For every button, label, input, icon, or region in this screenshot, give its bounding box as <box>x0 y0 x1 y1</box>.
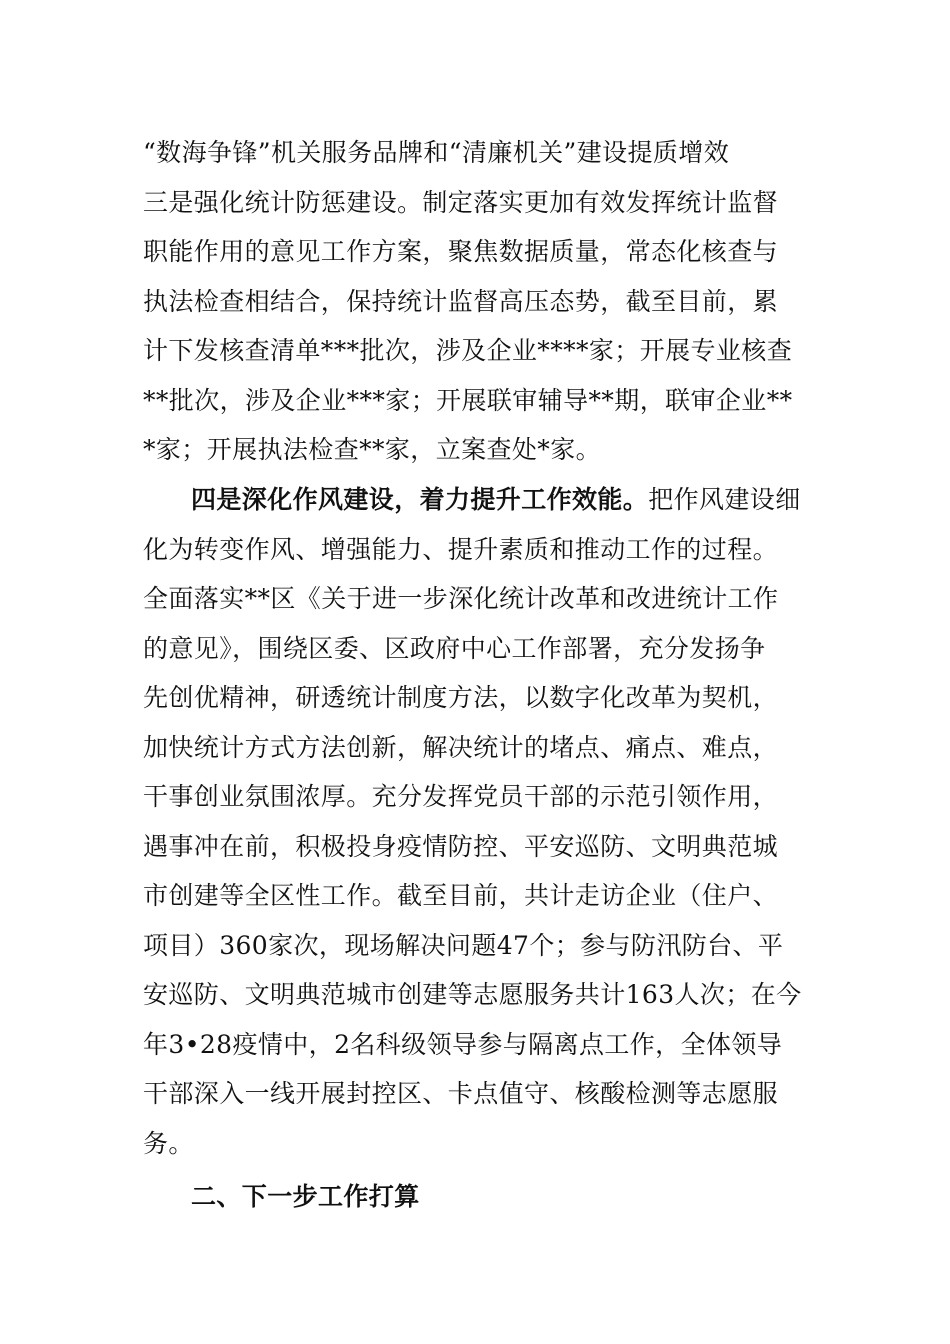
paragraph-statistics-supervision <box>143 128 813 475</box>
paragraph-line: 加快统计方式方法创新，解决统计的堵点、痛点、难点， <box>143 732 779 762</box>
paragraph-lead-rest: 把作风建设细 <box>648 485 801 514</box>
paragraph-line: 年3•28疫情中，2名科级领导参与隔离点工作，全体领导 <box>143 1029 783 1059</box>
paragraph-line: 项目）360家次，现场解决问题47个；参与防汛防台、平 <box>143 930 784 960</box>
paragraph-line: 执法检查相结合，保持统计监督高压态势，截至目前，累 <box>143 286 779 316</box>
paragraph-line: 务。 <box>143 1128 194 1158</box>
paragraph-line: 市创建等全区性工作。截至目前，共计走访企业（住户、 <box>143 881 779 910</box>
paragraph-line: 职能作用的意见工作方案，聚焦数据质量，常态化核查与 <box>143 237 779 266</box>
paragraph-line: 计下发核查清单***批次，涉及企业****家；开展专业核查 <box>143 336 793 365</box>
paragraph-line: 安巡防、文明典范城市创建等志愿服务共计163人次；在今 <box>143 980 802 1009</box>
section-heading-next-steps: 二、下一步工作打算 <box>191 1182 420 1211</box>
paragraph-line: 干部深入一线开展封控区、卡点值守、核酸检测等志愿服 <box>143 1079 779 1108</box>
paragraph-first-line <box>143 475 813 525</box>
paragraph-line: **批次，涉及企业***家；开展联审辅导**期，联审企业** <box>143 385 793 415</box>
paragraph-line: “数海争锋”机关服务品牌和“清廉机关”建设提质增效 <box>143 138 730 167</box>
paragraph-lead-bold: 四是深化作风建设，着力提升工作效能。 <box>191 485 649 514</box>
paragraph-line: *家；开展执法检查**家，立案查处*家。 <box>143 435 602 464</box>
paragraph-line: 的意见》，围绕区委、区政府中心工作部署，充分发扬争 <box>143 633 766 663</box>
paragraph-line: 先创优精神，研透统计制度方法，以数字化改革为契机， <box>143 683 779 712</box>
paragraph-line: 化为转变作风、增强能力、提升素质和推动工作的过程。 <box>143 534 779 564</box>
paragraph-line: 遇事冲在前，积极投身疫情防控、平安巡防、文明典范城 <box>143 831 779 861</box>
paragraph-line: 三是强化统计防惩建设。制定落实更加有效发挥统计监督 <box>143 187 779 217</box>
paragraph-work-style <box>143 475 813 1168</box>
paragraph-line: 干事创业氛围浓厚。充分发挥党员干部的示范引领作用， <box>143 782 779 811</box>
paragraph-line: 全面落实**区《关于进一步深化统计改革和改进统计工作 <box>143 584 779 613</box>
